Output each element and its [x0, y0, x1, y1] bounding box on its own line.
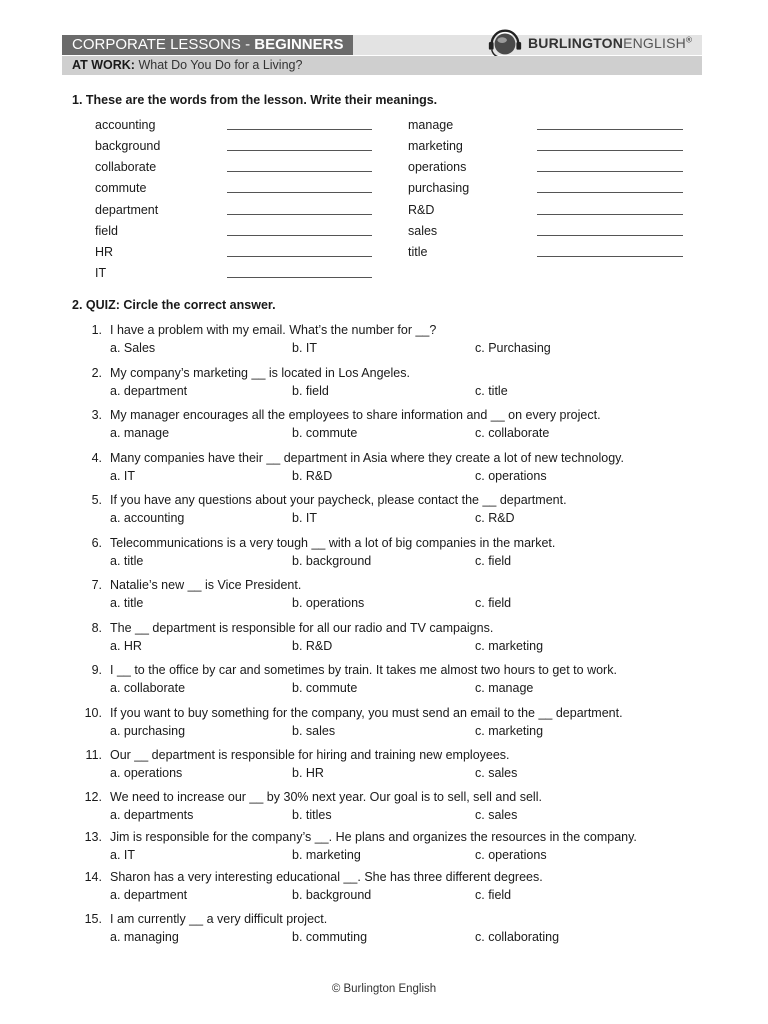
question-text: My company’s marketing __ is located in Los Angeles.	[110, 366, 410, 380]
question-text: If you have any questions about your paycheck, please contact the __ department.	[110, 493, 567, 507]
answer-option[interactable]: c. marketing	[475, 724, 544, 738]
answer-line[interactable]	[537, 256, 683, 257]
vocab-word: commute	[95, 181, 147, 195]
question-text: I have a problem with my email. What’s the number for __?	[110, 323, 437, 337]
vocab-word: field	[95, 224, 118, 238]
answer-option[interactable]: c. operations	[475, 848, 547, 862]
brand-name-light: ENGLISH	[623, 35, 686, 51]
quiz-question	[72, 790, 712, 826]
answer-option[interactable]: a. Sales	[110, 341, 156, 355]
answer-option[interactable]: b. sales	[292, 724, 336, 738]
vocab-word: background	[95, 139, 161, 153]
question-number: 11.	[85, 748, 102, 762]
quiz-question	[72, 912, 712, 948]
question-text: Many companies have their __ department in Asia where they create a lot of new technology.	[110, 451, 624, 465]
question-number: 14.	[84, 870, 102, 884]
answer-option[interactable]: c. field	[475, 596, 512, 610]
answer-option[interactable]: a. departments	[110, 808, 194, 822]
answer-option[interactable]: c. title	[475, 384, 508, 398]
answer-option[interactable]: b. operations	[292, 596, 365, 610]
answer-option[interactable]: a. department	[110, 384, 188, 398]
brand-name	[528, 35, 692, 51]
question-number: 4.	[91, 451, 102, 465]
answer-option[interactable]: b. commute	[292, 681, 358, 695]
quiz-question	[72, 451, 712, 487]
course-level: BEGINNERS	[254, 36, 344, 53]
question-text: Jim is responsible for the company’s __. He plans and organizes the resources in the company.	[110, 830, 637, 844]
answer-option[interactable]: b. background	[292, 888, 372, 902]
answer-option[interactable]: c. Purchasing	[475, 341, 551, 355]
answer-line[interactable]	[227, 277, 372, 278]
answer-line[interactable]	[227, 150, 372, 151]
question-text: I am currently __ a very difficult project.	[110, 912, 328, 926]
answer-option[interactable]: b. commuting	[292, 930, 368, 944]
vocab-word: department	[95, 203, 159, 217]
vocab-word: title	[408, 245, 428, 259]
quiz-question	[72, 830, 712, 866]
answer-option[interactable]: c. field	[475, 554, 512, 568]
question-number: 13.	[84, 830, 102, 844]
answer-option[interactable]: c. sales	[475, 766, 518, 780]
question-text: Our __ department is responsible for hiring and training new employees.	[110, 748, 510, 762]
lesson-subheader	[62, 56, 702, 75]
section-title: What Do You Do for a Living?	[138, 58, 303, 72]
question-number: 6.	[91, 536, 102, 550]
exercise-2-title: 2. QUIZ: Circle the correct answer.	[72, 298, 276, 312]
question-text: Natalie’s new __ is Vice President.	[110, 578, 302, 592]
answer-option[interactable]: a. purchasing	[110, 724, 186, 738]
question-text: Sharon has a very interesting educational __. She has three different degrees.	[110, 870, 543, 884]
answer-option[interactable]: a. managing	[110, 930, 179, 944]
quiz-question	[72, 323, 712, 359]
answer-option[interactable]: a. operations	[110, 766, 183, 780]
answer-line[interactable]	[227, 214, 372, 215]
answer-option[interactable]: b. titles	[292, 808, 332, 822]
exercise-1-title: 1. These are the words from the lesson. Write their meanings.	[72, 93, 438, 107]
vocab-word: HR	[95, 245, 114, 259]
question-number: 3.	[91, 408, 102, 422]
answer-option[interactable]: c. marketing	[475, 639, 544, 653]
answer-option[interactable]: b. background	[292, 554, 372, 568]
question-number: 2.	[91, 366, 102, 380]
vocab-word: manage	[408, 118, 454, 132]
answer-option[interactable]: a. manage	[110, 426, 170, 440]
vocab-word: marketing	[408, 139, 463, 153]
answer-option[interactable]: a. IT	[110, 848, 136, 862]
vocab-word: purchasing	[408, 181, 470, 195]
answer-option[interactable]: a. IT	[110, 469, 136, 483]
question-number: 8.	[91, 621, 102, 635]
answer-option[interactable]: c. field	[475, 888, 512, 902]
quiz-question	[72, 536, 712, 572]
question-text: Telecommunications is a very tough __ with a lot of big companies in the market.	[110, 536, 556, 550]
answer-line[interactable]	[537, 192, 683, 193]
vocab-word: collaborate	[95, 160, 157, 174]
answer-option[interactable]: b. IT	[292, 341, 318, 355]
answer-line[interactable]	[227, 171, 372, 172]
answer-option[interactable]: b. commute	[292, 426, 358, 440]
quiz-question	[72, 578, 712, 614]
vocab-word: operations	[408, 160, 467, 174]
answer-line[interactable]	[537, 171, 683, 172]
answer-option[interactable]: c. manage	[475, 681, 534, 695]
answer-option[interactable]: c. R&D	[475, 511, 515, 525]
quiz-question	[72, 493, 712, 529]
question-text: The __ department is responsible for all our radio and TV campaigns.	[110, 621, 494, 635]
quiz-question	[72, 366, 712, 402]
answer-line[interactable]	[537, 235, 683, 236]
answer-option[interactable]: c. sales	[475, 808, 518, 822]
question-text: I __ to the office by car and sometimes by train. It takes me almost two hours to get to work.	[110, 663, 617, 677]
course-title-prefix: CORPORATE LESSONS -	[72, 36, 255, 53]
answer-option[interactable]: c. collaborating	[475, 930, 560, 944]
quiz-question	[72, 706, 712, 742]
quiz-question	[72, 870, 712, 906]
answer-option[interactable]: b. HR	[292, 766, 324, 780]
question-text: We need to increase our __ by 30% next year. Our goal is to sell, sell and sell.	[110, 790, 542, 804]
answer-option[interactable]: b. marketing	[292, 848, 361, 862]
answer-option[interactable]: a. title	[110, 554, 144, 568]
registered-mark: ®	[685, 35, 693, 45]
question-number: 10.	[84, 706, 102, 720]
quiz-question	[72, 663, 712, 699]
answer-option[interactable]: a. department	[110, 888, 188, 902]
answer-line[interactable]	[227, 129, 372, 130]
answer-option[interactable]: a. accounting	[110, 511, 185, 525]
footer-copyright: © Burlington English	[331, 983, 437, 995]
answer-option[interactable]: b. R&D	[292, 469, 333, 483]
vocab-word: IT	[95, 266, 107, 280]
answer-option[interactable]: a. HR	[110, 639, 142, 653]
question-number: 12.	[84, 790, 102, 804]
answer-option[interactable]: c. operations	[475, 469, 547, 483]
answer-option[interactable]: a. title	[110, 596, 144, 610]
question-number: 1.	[91, 323, 102, 337]
brand-name-strong: BURLINGTON	[528, 35, 624, 51]
answer-line[interactable]	[537, 214, 683, 215]
answer-line[interactable]	[227, 235, 372, 236]
answer-option[interactable]: b. IT	[292, 511, 318, 525]
answer-option[interactable]: c. collaborate	[475, 426, 550, 440]
vocab-word: accounting	[95, 118, 156, 132]
answer-line[interactable]	[537, 129, 683, 130]
answer-line[interactable]	[537, 150, 683, 151]
brand-logo	[486, 26, 692, 60]
quiz-question	[72, 408, 712, 444]
question-number: 9.	[91, 663, 102, 677]
vocab-word: R&D	[408, 203, 435, 217]
question-text: If you want to buy something for the company, you must send an email to the __ department.	[110, 706, 623, 720]
question-text: My manager encourages all the employees to share information and __ on every project.	[110, 408, 601, 422]
answer-option[interactable]: b. field	[292, 384, 329, 398]
vocab-word: sales	[408, 224, 438, 238]
question-number: 7.	[91, 578, 102, 592]
answer-line[interactable]	[227, 256, 372, 257]
question-number: 15.	[84, 912, 102, 926]
course-title	[62, 35, 353, 55]
question-number: 5.	[91, 493, 102, 507]
section-label: AT WORK:	[72, 58, 135, 72]
quiz-question	[72, 621, 712, 657]
quiz-question	[72, 748, 712, 784]
answer-option[interactable]: a. collaborate	[110, 681, 186, 695]
answer-option[interactable]: b. R&D	[292, 639, 333, 653]
answer-line[interactable]	[227, 192, 372, 193]
